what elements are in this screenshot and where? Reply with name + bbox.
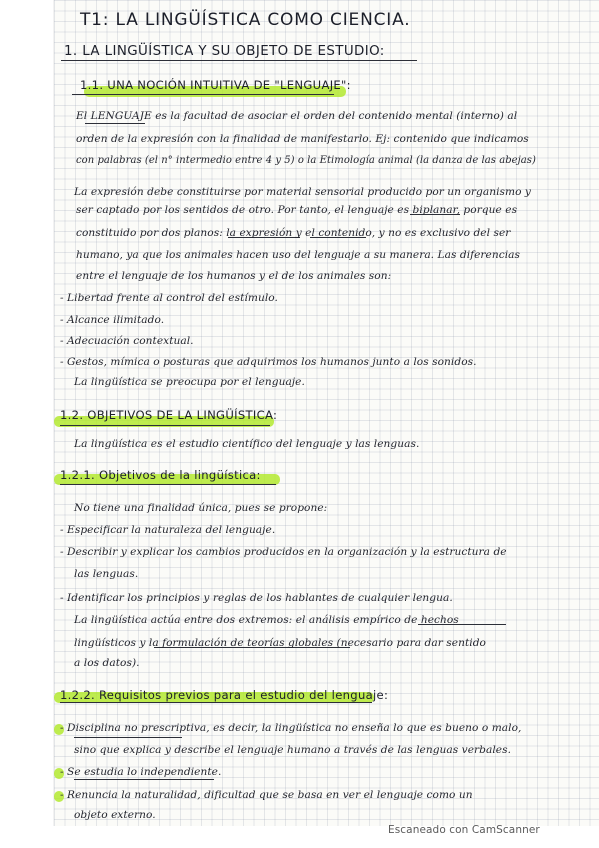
- subsection-heading: 1.1. UNA NOCIÓN INTUITIVA DE "LENGUAJE":: [80, 78, 351, 92]
- section-heading: 1. LA LINGÜÍSTICA Y SU OBJETO DE ESTUDIO:: [64, 44, 385, 59]
- paragraph-line: entre el lenguaje de los humanos y el de los animales son:: [76, 270, 392, 282]
- term-underline: [74, 779, 214, 780]
- list-item: - Gestos, mímica o posturas que adquirimos los humanos junto a los sonidos.: [60, 356, 477, 368]
- paragraph-line: constituido por dos planos: la expresión y el contenido, y no es exclusivo del ser: [76, 227, 511, 239]
- list-item: las lenguas.: [74, 568, 139, 580]
- heading-underline: [60, 484, 276, 485]
- list-item: objeto externo.: [74, 809, 156, 821]
- paragraph-line: No tiene una finalidad única, pues se propone:: [74, 502, 328, 514]
- notebook-page: [54, 0, 599, 826]
- heading-underline: [61, 60, 417, 61]
- paragraph-line: La lingüística se preocupa por el lenguaje.: [74, 376, 305, 388]
- paragraph-line: humano, ya que los animales hacen uso del lenguaje a su manera. Las diferencias: [76, 249, 521, 261]
- list-item: - Alcance ilimitado.: [60, 314, 165, 326]
- paragraph-line: La expresión debe constituirse por material sensorial producido por un organismo y: [74, 186, 531, 198]
- list-item: - Renuncia la naturalidad, dificultad que se basa en ver el lenguaje como un: [60, 789, 473, 801]
- paragraph-line: orden de la expresión con la finalidad de manifestarlo. Ej: contenido que indicamos: [76, 133, 529, 145]
- term-underline: [74, 737, 182, 738]
- list-item: - Disciplina no prescriptiva, es decir, la lingüística no enseña lo que es bueno o malo,: [60, 722, 522, 734]
- scanner-watermark: Escaneado con CamScanner: [388, 824, 540, 836]
- page-title: T1: LA LINGÜÍSTICA COMO CIENCIA.: [80, 10, 411, 30]
- heading-underline: [72, 94, 334, 95]
- heading-underline: [60, 425, 270, 426]
- subsection-heading: 1.2.1. Objetivos de la lingüística:: [60, 468, 261, 482]
- subsection-heading: 1.2. OBJETIVOS DE LA LINGÜÍSTICA:: [60, 408, 278, 422]
- list-item: - Adecuación contextual.: [60, 335, 194, 347]
- list-item: - Describir y explicar los cambios producidos en la organización y la estructura de: [60, 546, 507, 558]
- paragraph-line: ser captado por los sentidos de otro. Por tanto, el lenguaje es biplanar, porque es: [76, 204, 518, 216]
- paragraph-line: La lingüística es el estudio científico del lenguaje y las lenguas.: [74, 438, 420, 450]
- paragraph-line: a los datos).: [74, 657, 140, 669]
- list-item: - Especificar la naturaleza del lenguaje.: [60, 524, 276, 536]
- subsection-heading: 1.2.2. Requisitos previos para el estudio del lenguaje:: [60, 688, 389, 702]
- list-item: - Identificar los principios y reglas de los hablantes de cualquier lengua.: [60, 592, 453, 604]
- paragraph-line: La lingüística actúa entre dos extremos: el análisis empírico de hechos: [74, 614, 459, 626]
- list-item: - Libertad frente al control del estímulo.: [60, 292, 278, 304]
- list-item: sino que explica y describe el lenguaje humano a través de las lenguas verbales.: [74, 744, 512, 756]
- list-item: - Se estudia lo independiente.: [60, 766, 222, 778]
- term-underline: [85, 123, 145, 124]
- paragraph-line: El LENGUAJE es la facultad de asociar el orden del contenido mental (interno) al: [76, 110, 518, 122]
- heading-underline: [60, 702, 372, 703]
- paragraph-line: lingüísticos y la formulación de teorías globales (necesario para dar sentido: [74, 637, 486, 649]
- paragraph-line: con palabras (el n° intermedio entre 4 y 5) o la Etimología animal (la danza de las abejas): [76, 155, 536, 166]
